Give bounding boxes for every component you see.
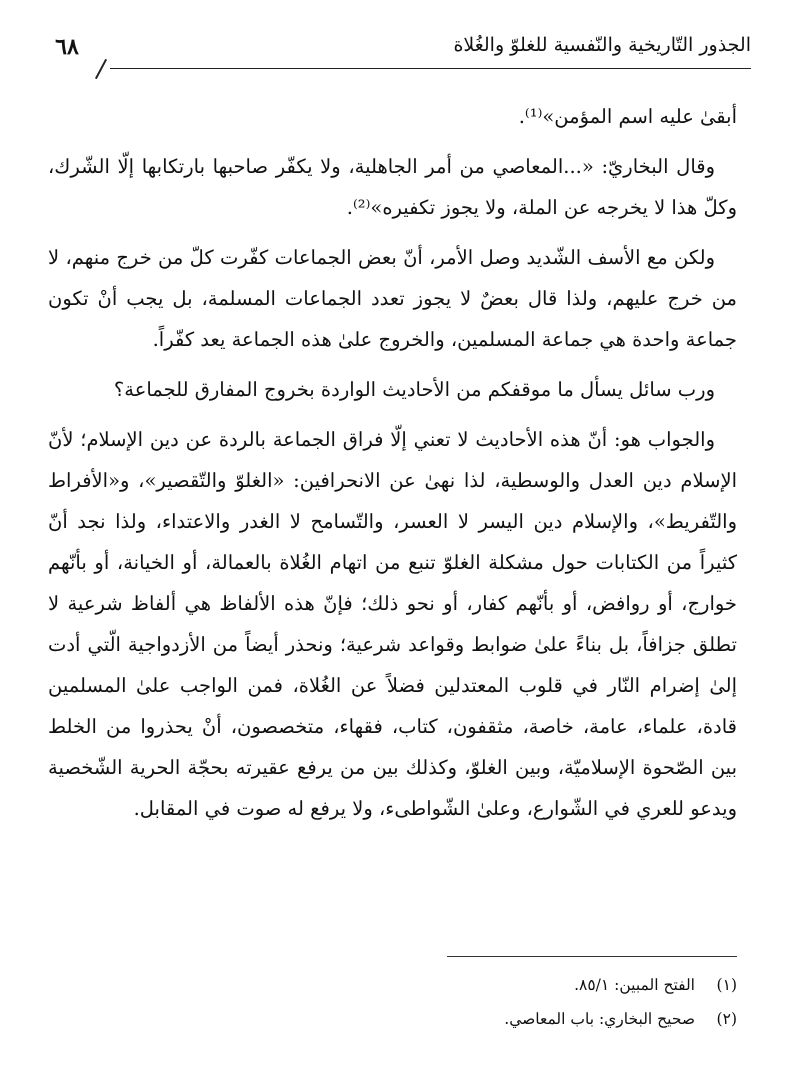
paragraph: أبقىٰ عليه اسم المؤمن»⁽¹⁾. xyxy=(518,105,737,128)
footnote-item xyxy=(48,1002,737,1036)
page-number: ٦٨ xyxy=(55,34,79,60)
footnote-mark: (٢) xyxy=(716,1010,737,1028)
footnote-text: صحيح البخاري: باب المعاصي. xyxy=(504,1010,695,1028)
footnote-mark: (١) xyxy=(716,976,737,994)
page-header xyxy=(32,30,751,78)
footnote-separator xyxy=(447,956,737,957)
footnote-item xyxy=(48,968,737,1002)
page-number-slash xyxy=(95,59,107,79)
header-rule xyxy=(110,68,751,69)
running-title: الجذور التّاريخية والنّفسية للغلوّ والغُلاة xyxy=(453,34,751,56)
paragraph: ولكن مع الأسف الشّديد وصل الأمر، أنّ بعض الجماعات كفّرت كلّ من خرج منهم، لا من خرج عليهم، ولذا قال بعضٌ لا يجوز تعدد الجماعات المسلمة، بل يجب أنْ تكون جماعة واحدة هي جماعة المسلمين، والخروج علىٰ هذه الجماعة يعد كفّراً. xyxy=(48,246,737,351)
footnote-text: الفتح المبين: ٨٥/١. xyxy=(574,976,695,994)
footnotes xyxy=(48,968,737,1036)
paragraph: وقال البخاريّ: «...المعاصي من أمر الجاهلية، ولا يكفّر صاحبها بارتكابها إلّا الشّرك، وكلّ هذا لا يخرجه عن الملة، ولا يجوز تكفيره»⁽²⁾. xyxy=(48,155,737,219)
paragraph: والجواب هو: أنّ هذه الأحاديث لا تعني إلّا فراق الجماعة بالردة عن دين الإسلام؛ لأنّ الإسلام دين العدل والوسطية، لذا نهىٰ عن الانحرافين: «الغلوّ والتّقصير»، و«الأفراط والتّفريط»، والإسلام دين اليسر لا العسر، والتّسامح لا الغدر والاعتداء، ولذا نجد أنّ كثيراً من الكتابات حول مشكلة الغلوّ تنبع من اتهام الغُلاة بالعمالة، أو الخيانة، أو بأنّهم خوارج، أو روافض، أو بأنّهم كفار، أو نحو ذلك؛ فإنّ هذه الألفاظ هي ألفاظ شرعية لا تطلق جزافاً، بل بناءً علىٰ ضوابط وقواعد شرعية؛ ونحذر أيضاً من الأزدواجية الّتي أدت إلىٰ إضرام النّار في قلوب المعتدلين فضلاً عن الغُلاة، فمن الواجب علىٰ المسلمين قادة، علماء، عامة، خاصة، مثقفون، كتاب، فقهاء، متخصصون، أنْ يحذروا من الخلط بين الصّحوة الإسلاميّة، وبين الغلوّ، وكذلك بين من يرفع عقيرته بحجّة الحرية الشّخصية ويدعو للعري في الشّوارع، وعلىٰ الشّواطىء، ولا يرفع له صوت في المقابل. xyxy=(48,428,737,820)
main-text xyxy=(48,96,737,838)
paragraph: ورب سائل يسأل ما موقفكم من الأحاديث الواردة بخروج المفارق للجماعة؟ xyxy=(113,378,715,401)
